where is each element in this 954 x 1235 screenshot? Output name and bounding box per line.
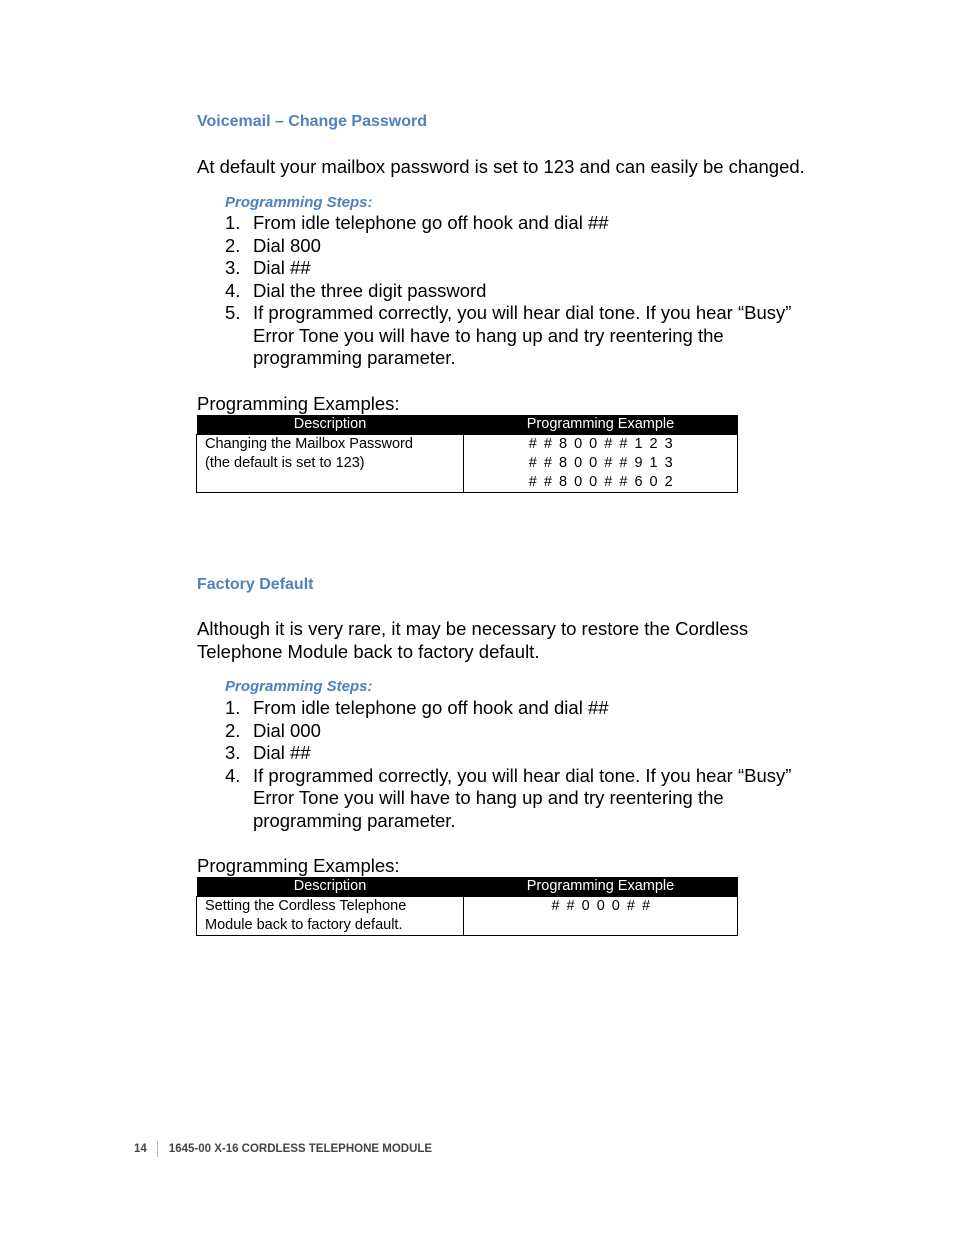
code-line: # # 0 0 0 # # (551, 898, 652, 914)
intro-paragraph-password: At default your mailbox password is set to 123 and can easily be changed. (197, 156, 805, 177)
programming-steps-list (225, 212, 815, 370)
code-line: # # 8 0 0 # # 9 1 3 (528, 455, 675, 471)
table-header-description: Description (197, 415, 464, 435)
step-number: 2. (225, 719, 241, 741)
document-title: 1645-00 X-16 CORDLESS TELEPHONE MODULE (168, 1143, 433, 1156)
table-row (197, 435, 738, 493)
step-text: Dial ## (253, 257, 311, 278)
step-item (225, 697, 815, 720)
example-cell (464, 897, 738, 936)
step-text: From idle telephone go off hook and dial ## (253, 212, 609, 233)
step-item (225, 302, 815, 370)
step-number: 3. (225, 742, 241, 763)
step-item (225, 720, 815, 743)
example-cell (464, 435, 738, 493)
description-line: Changing the Mailbox Password (205, 436, 413, 452)
description-cell (197, 897, 464, 936)
table-row (197, 897, 738, 936)
section-heading-change-password: Voicemail – Change Password (197, 113, 428, 130)
step-item (225, 257, 815, 280)
page-number: 14 (134, 1143, 147, 1156)
step-number: 5. (225, 302, 241, 323)
description-line: Module back to factory default. (205, 917, 403, 933)
step-text: Dial the three digit password (253, 279, 487, 301)
table-header-example: Programming Example (464, 415, 738, 435)
step-text: If programmed correctly, you will hear dial tone. If you hear “Busy” Error Tone you will have to hang up and try reentering the programming parameter. (253, 302, 792, 368)
description-cell (197, 435, 464, 493)
step-number: 4. (225, 279, 241, 301)
step-text: From idle telephone go off hook and dial ## (253, 697, 609, 718)
step-item (225, 742, 815, 765)
examples-table (196, 877, 738, 936)
description-line: (the default is set to 123) (205, 455, 365, 471)
step-number: 1. (225, 697, 241, 718)
step-number: 2. (225, 234, 241, 256)
section-heading-factory-default: Factory Default (197, 576, 314, 593)
step-text: Dial 800 (253, 234, 321, 256)
step-item (225, 212, 815, 235)
step-text: If programmed correctly, you will hear dial tone. If you hear “Busy” Error Tone you will have to hang up and try reentering the programming parameter. (253, 764, 792, 831)
step-text: Dial ## (253, 742, 311, 763)
step-item (225, 765, 815, 833)
description-line: Setting the Cordless Telephone (205, 898, 407, 914)
step-number: 1. (225, 212, 241, 233)
programming-examples-label: Programming Examples: (197, 855, 400, 876)
code-line: # # 8 0 0 # # 1 2 3 (528, 436, 675, 452)
programming-steps-list (225, 697, 815, 832)
table-header-example: Programming Example (464, 877, 738, 897)
programming-steps-label: Programming Steps: (225, 194, 373, 211)
step-text: Dial 000 (253, 719, 321, 741)
examples-table (196, 415, 738, 493)
programming-examples-label: Programming Examples: (197, 393, 400, 414)
intro-paragraph-factory: Although it is very rare, it may be necessary to restore the Cordless Telephone Module back to factory default. (197, 618, 749, 662)
programming-steps-label: Programming Steps: (225, 678, 373, 695)
step-item (225, 280, 815, 303)
table-header-description: Description (197, 877, 464, 897)
step-item (225, 235, 815, 258)
step-number: 4. (225, 764, 241, 786)
page-footer (134, 1141, 432, 1157)
footer-divider (157, 1141, 158, 1157)
step-number: 3. (225, 257, 241, 278)
code-line: # # 8 0 0 # # 6 0 2 (528, 474, 675, 490)
